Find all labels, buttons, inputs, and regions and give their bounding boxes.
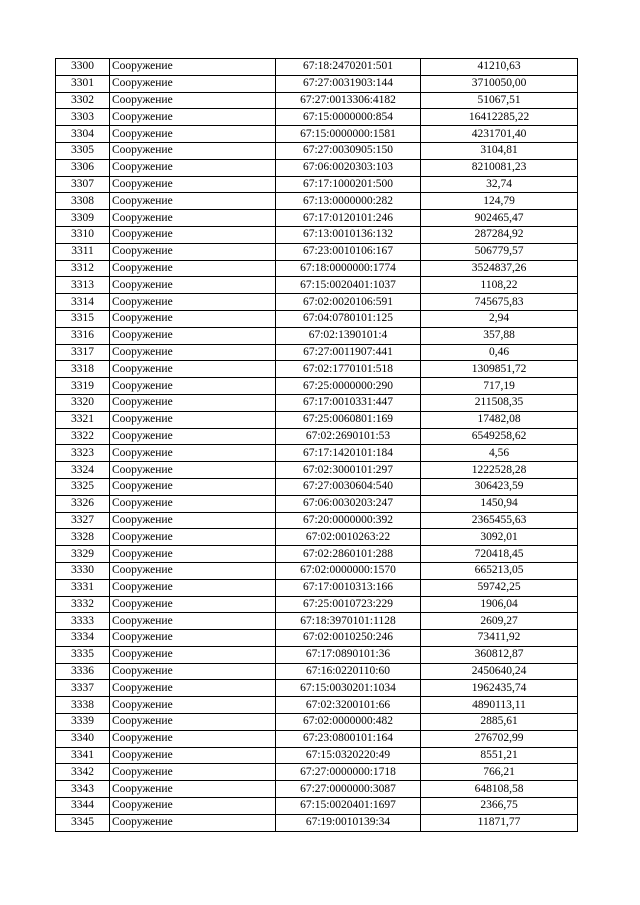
row-number-cell: 3302: [56, 92, 110, 109]
table-row: [56, 630, 578, 647]
row-number-cell: 3322: [56, 428, 110, 445]
object-type-cell: Сооружение: [110, 176, 276, 193]
cadastral-number-cell: 67:04:0780101:125: [276, 310, 421, 327]
cadastral-number-cell: 67:19:0010139:34: [276, 814, 421, 831]
cadastral-number-cell: 67:17:0010331:447: [276, 394, 421, 411]
row-number-cell: 3321: [56, 411, 110, 428]
row-number-cell: 3311: [56, 243, 110, 260]
cadastral-number-cell: 67:27:0030905:150: [276, 142, 421, 159]
table-row: [56, 92, 578, 109]
table-row: [56, 814, 578, 831]
value-cell: 506779,57: [421, 243, 578, 260]
value-cell: 745675,83: [421, 294, 578, 311]
row-number-cell: 3312: [56, 260, 110, 277]
object-type-cell: Сооружение: [110, 344, 276, 361]
cadastral-number-cell: 67:23:0010106:167: [276, 243, 421, 260]
object-type-cell: Сооружение: [110, 59, 276, 76]
row-number-cell: 3306: [56, 159, 110, 176]
cadastral-number-cell: 67:25:0060801:169: [276, 411, 421, 428]
table-row: [56, 126, 578, 143]
table-row: [56, 714, 578, 731]
value-cell: 6549258,62: [421, 428, 578, 445]
table-row: [56, 478, 578, 495]
table-row: [56, 512, 578, 529]
cadastral-number-cell: 67:17:1420101:184: [276, 445, 421, 462]
cadastral-number-cell: 67:27:0011907:441: [276, 344, 421, 361]
cadastral-number-cell: 67:13:0010136:132: [276, 226, 421, 243]
cadastral-number-cell: 67:02:3200101:66: [276, 697, 421, 714]
cadastral-number-cell: 67:06:0020303:103: [276, 159, 421, 176]
cadastral-number-cell: 67:02:0000000:1570: [276, 562, 421, 579]
row-number-cell: 3314: [56, 294, 110, 311]
object-type-cell: Сооружение: [110, 277, 276, 294]
value-cell: 360812,87: [421, 646, 578, 663]
value-cell: 1108,22: [421, 277, 578, 294]
object-type-cell: Сооружение: [110, 747, 276, 764]
row-number-cell: 3338: [56, 697, 110, 714]
cadastral-number-cell: 67:02:0020106:591: [276, 294, 421, 311]
value-cell: 2365455,63: [421, 512, 578, 529]
value-cell: 124,79: [421, 193, 578, 210]
table-row: [56, 730, 578, 747]
object-type-cell: Сооружение: [110, 478, 276, 495]
cadastral-number-cell: 67:02:2690101:53: [276, 428, 421, 445]
value-cell: 8210081,23: [421, 159, 578, 176]
table-row: [56, 361, 578, 378]
object-type-cell: Сооружение: [110, 697, 276, 714]
object-type-cell: Сооружение: [110, 613, 276, 630]
table-row: [56, 579, 578, 596]
object-type-cell: Сооружение: [110, 512, 276, 529]
cadastral-number-cell: 67:02:0010250:246: [276, 630, 421, 647]
table-row: [56, 142, 578, 159]
cadastral-number-cell: 67:02:2860101:288: [276, 546, 421, 563]
table-row: [56, 747, 578, 764]
row-number-cell: 3300: [56, 59, 110, 76]
table-row: [56, 277, 578, 294]
table-row: [56, 663, 578, 680]
cadastral-number-cell: 67:15:0020401:1697: [276, 798, 421, 815]
row-number-cell: 3332: [56, 596, 110, 613]
object-type-cell: Сооружение: [110, 378, 276, 395]
row-number-cell: 3340: [56, 730, 110, 747]
row-number-cell: 3331: [56, 579, 110, 596]
row-number-cell: 3330: [56, 562, 110, 579]
value-cell: 3710050,00: [421, 75, 578, 92]
value-cell: 306423,59: [421, 478, 578, 495]
table-row: [56, 310, 578, 327]
cadastral-number-cell: 67:13:0000000:282: [276, 193, 421, 210]
cadastral-number-cell: 67:15:0020401:1037: [276, 277, 421, 294]
row-number-cell: 3344: [56, 798, 110, 815]
cadastral-number-cell: 67:02:1770101:518: [276, 361, 421, 378]
cadastral-number-cell: 67:02:1390101:4: [276, 327, 421, 344]
row-number-cell: 3303: [56, 109, 110, 126]
table-row: [56, 75, 578, 92]
value-cell: 3092,01: [421, 529, 578, 546]
cadastral-number-cell: 67:17:1000201:500: [276, 176, 421, 193]
row-number-cell: 3336: [56, 663, 110, 680]
cadastral-number-cell: 67:27:0030604:540: [276, 478, 421, 495]
table-row: [56, 680, 578, 697]
cadastral-number-cell: 67:16:0220110:60: [276, 663, 421, 680]
table-row: [56, 109, 578, 126]
table-row: [56, 613, 578, 630]
table-row: [56, 781, 578, 798]
cadastral-number-cell: 67:27:0013306:4182: [276, 92, 421, 109]
table-row: [56, 798, 578, 815]
row-number-cell: 3323: [56, 445, 110, 462]
table-row: [56, 59, 578, 76]
object-type-cell: Сооружение: [110, 445, 276, 462]
value-cell: 0,46: [421, 344, 578, 361]
row-number-cell: 3342: [56, 764, 110, 781]
row-number-cell: 3317: [56, 344, 110, 361]
row-number-cell: 3315: [56, 310, 110, 327]
value-cell: 59742,25: [421, 579, 578, 596]
object-type-cell: Сооружение: [110, 210, 276, 227]
object-type-cell: Сооружение: [110, 663, 276, 680]
table-row: [56, 176, 578, 193]
value-cell: 16412285,22: [421, 109, 578, 126]
value-cell: 4,56: [421, 445, 578, 462]
cadastral-number-cell: 67:27:0000000:1718: [276, 764, 421, 781]
row-number-cell: 3305: [56, 142, 110, 159]
table-row: [56, 646, 578, 663]
row-number-cell: 3334: [56, 630, 110, 647]
cadastral-number-cell: 67:15:0000000:1581: [276, 126, 421, 143]
object-type-cell: Сооружение: [110, 193, 276, 210]
value-cell: 648108,58: [421, 781, 578, 798]
value-cell: 3524837,26: [421, 260, 578, 277]
value-cell: 1222528,28: [421, 462, 578, 479]
value-cell: 11871,77: [421, 814, 578, 831]
table-row: [56, 344, 578, 361]
object-type-cell: Сооружение: [110, 630, 276, 647]
row-number-cell: 3319: [56, 378, 110, 395]
object-type-cell: Сооружение: [110, 781, 276, 798]
value-cell: 276702,99: [421, 730, 578, 747]
table-row: [56, 411, 578, 428]
table-row: [56, 462, 578, 479]
table-row: [56, 260, 578, 277]
table-row: [56, 226, 578, 243]
value-cell: 51067,51: [421, 92, 578, 109]
registry-table: [55, 58, 578, 832]
object-type-cell: Сооружение: [110, 92, 276, 109]
object-type-cell: Сооружение: [110, 126, 276, 143]
table-row: [56, 378, 578, 395]
object-type-cell: Сооружение: [110, 798, 276, 815]
table-row: [56, 445, 578, 462]
cadastral-number-cell: 67:27:0031903:144: [276, 75, 421, 92]
value-cell: 2,94: [421, 310, 578, 327]
table-row: [56, 243, 578, 260]
value-cell: 2366,75: [421, 798, 578, 815]
value-cell: 32,74: [421, 176, 578, 193]
cadastral-number-cell: 67:15:0030201:1034: [276, 680, 421, 697]
value-cell: 766,21: [421, 764, 578, 781]
table-row: [56, 764, 578, 781]
row-number-cell: 3341: [56, 747, 110, 764]
value-cell: 357,88: [421, 327, 578, 344]
object-type-cell: Сооружение: [110, 714, 276, 731]
cadastral-number-cell: 67:18:0000000:1774: [276, 260, 421, 277]
object-type-cell: Сооружение: [110, 310, 276, 327]
table-row: [56, 193, 578, 210]
row-number-cell: 3345: [56, 814, 110, 831]
value-cell: 2885,61: [421, 714, 578, 731]
table-row: [56, 495, 578, 512]
object-type-cell: Сооружение: [110, 680, 276, 697]
cadastral-number-cell: 67:23:0800101:164: [276, 730, 421, 747]
value-cell: 2450640,24: [421, 663, 578, 680]
cadastral-number-cell: 67:25:0010723:229: [276, 596, 421, 613]
row-number-cell: 3318: [56, 361, 110, 378]
value-cell: 1450,94: [421, 495, 578, 512]
table-row: [56, 327, 578, 344]
table-row: [56, 562, 578, 579]
row-number-cell: 3308: [56, 193, 110, 210]
cadastral-number-cell: 67:02:3000101:297: [276, 462, 421, 479]
object-type-cell: Сооружение: [110, 294, 276, 311]
object-type-cell: Сооружение: [110, 159, 276, 176]
value-cell: 1309851,72: [421, 361, 578, 378]
cadastral-number-cell: 67:27:0000000:3087: [276, 781, 421, 798]
object-type-cell: Сооружение: [110, 394, 276, 411]
object-type-cell: Сооружение: [110, 495, 276, 512]
cadastral-number-cell: 67:17:0890101:36: [276, 646, 421, 663]
value-cell: 3104,81: [421, 142, 578, 159]
table-row: [56, 596, 578, 613]
row-number-cell: 3310: [56, 226, 110, 243]
object-type-cell: Сооружение: [110, 529, 276, 546]
row-number-cell: 3324: [56, 462, 110, 479]
object-type-cell: Сооружение: [110, 243, 276, 260]
object-type-cell: Сооружение: [110, 142, 276, 159]
value-cell: 8551,21: [421, 747, 578, 764]
object-type-cell: Сооружение: [110, 428, 276, 445]
table-row: [56, 428, 578, 445]
object-type-cell: Сооружение: [110, 730, 276, 747]
row-number-cell: 3327: [56, 512, 110, 529]
value-cell: 720418,45: [421, 546, 578, 563]
row-number-cell: 3301: [56, 75, 110, 92]
cadastral-number-cell: 67:15:0000000:854: [276, 109, 421, 126]
value-cell: 665213,05: [421, 562, 578, 579]
cadastral-number-cell: 67:06:0030203:247: [276, 495, 421, 512]
table-row: [56, 210, 578, 227]
cadastral-number-cell: 67:25:0000000:290: [276, 378, 421, 395]
value-cell: 717,19: [421, 378, 578, 395]
object-type-cell: Сооружение: [110, 75, 276, 92]
object-type-cell: Сооружение: [110, 462, 276, 479]
row-number-cell: 3343: [56, 781, 110, 798]
object-type-cell: Сооружение: [110, 411, 276, 428]
row-number-cell: 3339: [56, 714, 110, 731]
object-type-cell: Сооружение: [110, 814, 276, 831]
table-row: [56, 529, 578, 546]
cadastral-number-cell: 67:18:3970101:1128: [276, 613, 421, 630]
value-cell: 73411,92: [421, 630, 578, 647]
value-cell: 4231701,40: [421, 126, 578, 143]
registry-table-body: [56, 59, 578, 832]
object-type-cell: Сооружение: [110, 109, 276, 126]
object-type-cell: Сооружение: [110, 579, 276, 596]
value-cell: 287284,92: [421, 226, 578, 243]
row-number-cell: 3309: [56, 210, 110, 227]
row-number-cell: 3337: [56, 680, 110, 697]
row-number-cell: 3313: [56, 277, 110, 294]
object-type-cell: Сооружение: [110, 596, 276, 613]
object-type-cell: Сооружение: [110, 361, 276, 378]
object-type-cell: Сооружение: [110, 226, 276, 243]
row-number-cell: 3326: [56, 495, 110, 512]
row-number-cell: 3307: [56, 176, 110, 193]
value-cell: 2609,27: [421, 613, 578, 630]
table-row: [56, 697, 578, 714]
object-type-cell: Сооружение: [110, 260, 276, 277]
row-number-cell: 3329: [56, 546, 110, 563]
row-number-cell: 3325: [56, 478, 110, 495]
row-number-cell: 3316: [56, 327, 110, 344]
cadastral-number-cell: 67:20:0000000:392: [276, 512, 421, 529]
value-cell: 211508,35: [421, 394, 578, 411]
object-type-cell: Сооружение: [110, 327, 276, 344]
cadastral-number-cell: 67:15:0320220:49: [276, 747, 421, 764]
value-cell: 17482,08: [421, 411, 578, 428]
table-row: [56, 394, 578, 411]
value-cell: 1906,04: [421, 596, 578, 613]
cadastral-number-cell: 67:18:2470201:501: [276, 59, 421, 76]
table-row: [56, 159, 578, 176]
object-type-cell: Сооружение: [110, 546, 276, 563]
cadastral-number-cell: 67:02:0010263:22: [276, 529, 421, 546]
value-cell: 41210,63: [421, 59, 578, 76]
row-number-cell: 3320: [56, 394, 110, 411]
object-type-cell: Сооружение: [110, 764, 276, 781]
value-cell: 4890113,11: [421, 697, 578, 714]
cadastral-number-cell: 67:17:0010313:166: [276, 579, 421, 596]
value-cell: 902465,47: [421, 210, 578, 227]
cadastral-number-cell: 67:02:0000000:482: [276, 714, 421, 731]
cadastral-number-cell: 67:17:0120101:246: [276, 210, 421, 227]
table-row: [56, 546, 578, 563]
row-number-cell: 3335: [56, 646, 110, 663]
value-cell: 1962435,74: [421, 680, 578, 697]
object-type-cell: Сооружение: [110, 562, 276, 579]
row-number-cell: 3333: [56, 613, 110, 630]
object-type-cell: Сооружение: [110, 646, 276, 663]
table-row: [56, 294, 578, 311]
row-number-cell: 3304: [56, 126, 110, 143]
row-number-cell: 3328: [56, 529, 110, 546]
